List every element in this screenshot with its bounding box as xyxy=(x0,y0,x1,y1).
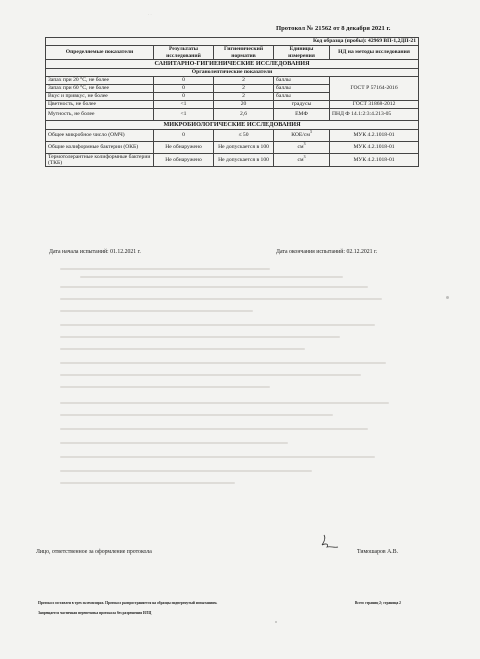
section-micro: МИКРОБИОЛОГИЧЕСКИЕ ИССЛЕДОВАНИЯ xyxy=(46,121,419,130)
units-cell: баллы xyxy=(274,93,330,101)
units-text: см xyxy=(297,144,304,151)
test-end-date: Дата окончания испытаний: 02.12.2021 г. xyxy=(276,249,378,255)
result-cell: 0 xyxy=(154,130,214,142)
units-cell xyxy=(274,130,330,142)
result-cell: Не обнаружено xyxy=(154,142,214,154)
method-cell: МУК 4.2.1018-01 xyxy=(330,130,419,142)
method-cell: ГОСТ Р 57164-2016 xyxy=(330,77,419,101)
results-table xyxy=(45,37,419,167)
units-cell: баллы xyxy=(274,77,330,85)
norm-cell: 2 xyxy=(214,85,274,93)
units-cell: ЕМФ xyxy=(274,109,330,121)
responsible-name: Тимошаров А.В. xyxy=(357,549,399,555)
norm-cell: 2,6 xyxy=(214,109,274,121)
subsection-organoleptic: Органолептические показатели xyxy=(46,69,419,77)
norm-cell: 2 xyxy=(214,93,274,101)
norm-cell: ≤ 50 xyxy=(214,130,274,142)
units-superscript: 3 xyxy=(303,142,306,147)
norm-cell: Не допускается в 100 xyxy=(214,154,274,167)
responsible-label: Лицо, ответственное за оформление протокола xyxy=(36,549,152,555)
norm-cell: Не допускается в 100 xyxy=(214,142,274,154)
units-cell: градусы xyxy=(274,101,330,109)
section-sanitary: САНИТАРНО-ГИГИЕНИЧЕСКИЕ ИССЛЕДОВАНИЯ xyxy=(46,60,419,69)
indicator-cell: Вкус и привкус, не более xyxy=(46,93,154,101)
units-cell: баллы xyxy=(274,85,330,93)
table-row xyxy=(46,154,419,167)
units-cell xyxy=(274,142,330,154)
units-text: КОЕ/см xyxy=(291,132,310,139)
result-cell: Не обнаружено xyxy=(154,154,214,167)
norm-cell: 20 xyxy=(214,101,274,109)
units-cell xyxy=(274,154,330,167)
scan-speck xyxy=(446,296,449,299)
norm-cell: 2 xyxy=(214,77,274,85)
header-method: НД на методы исследования xyxy=(330,46,419,60)
footer-page-count: Всего страниц 2; страница 2 xyxy=(355,601,401,605)
result-cell: 0 xyxy=(154,77,214,85)
table-row xyxy=(46,109,419,121)
table-row xyxy=(46,130,419,142)
sample-code: Код образца (пробы): 42969 ВП-1,2ДП-21 xyxy=(46,38,419,46)
footer-note-copies: Протокол составлен в трех экземплярах. Протокол распространяется на образцы подвергнутый испытаниям. xyxy=(38,601,218,605)
indicator-cell: Термотолерантные колиформные бактерии (ТКБ) xyxy=(46,154,154,167)
method-cell: ПНД Ф 14.1:2:3:4.213-05 xyxy=(330,109,419,121)
indicator-cell: Общие колиформные бактерии (ОКБ) xyxy=(46,142,154,154)
units-text: см xyxy=(297,157,304,164)
header-result: Результаты исследований xyxy=(154,46,214,60)
test-start-date: Дата начала испытаний: 01.12.2021 г. xyxy=(49,249,141,255)
indicator-cell: Общее микробное число (ОМЧ) xyxy=(46,130,154,142)
units-superscript: 3 xyxy=(309,130,312,135)
indicator-cell: Запах при 60 °С, не более xyxy=(46,85,154,93)
signature-mark xyxy=(319,532,341,552)
scan-speck xyxy=(275,621,277,623)
header-units: Единицы измерения xyxy=(274,46,330,60)
indicator-cell: Цветность, не более xyxy=(46,101,154,109)
header-norm: Гигиенический норматив xyxy=(214,46,274,60)
method-cell: ГОСТ 31868-2012 xyxy=(330,101,419,109)
table-row xyxy=(46,101,419,109)
protocol-title: Протокол № 21562 от 8 декабря 2021 г. xyxy=(276,25,391,32)
table-row xyxy=(46,142,419,154)
header-indicator: Определяемые показатели xyxy=(46,46,154,60)
scan-artifact: · · xyxy=(148,12,152,17)
footer-note-reprint: Запрещается частичная перепечатка протокола без разрешения ИЛЦ xyxy=(38,611,152,615)
bleed-through-texture xyxy=(60,262,410,487)
method-cell: МУК 4.2.1018-01 xyxy=(330,154,419,167)
method-cell: МУК 4.2.1018-01 xyxy=(330,142,419,154)
result-cell: <1 xyxy=(154,101,214,109)
indicator-cell: Запах при 20 °С, не более xyxy=(46,77,154,85)
indicator-cell: Мутность, не более xyxy=(46,109,154,121)
units-superscript: 3 xyxy=(303,155,306,160)
result-cell: <1 xyxy=(154,109,214,121)
result-cell: 0 xyxy=(154,85,214,93)
result-cell: 0 xyxy=(154,93,214,101)
table-row xyxy=(46,77,419,85)
